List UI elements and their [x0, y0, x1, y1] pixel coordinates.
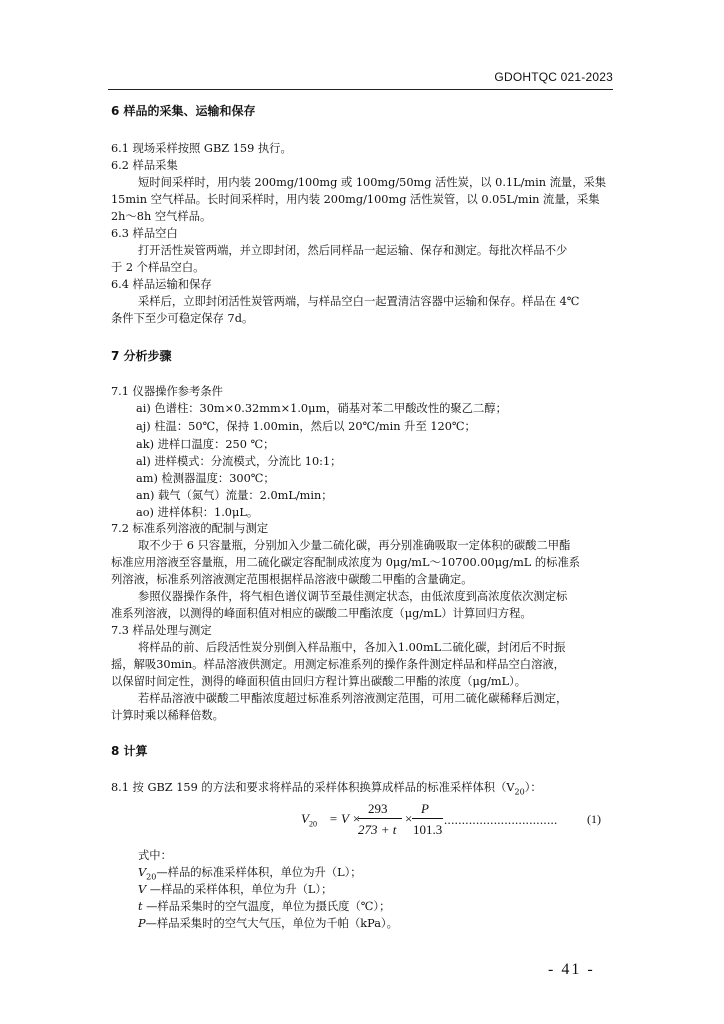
clause-8-1-text: 8.1 按 GBZ 159 的方法和要求将样品的采样体积换算成样品的标准采样体积（V [111, 781, 515, 794]
definition-text: —样品采集时的空气温度，单位为摄氏度（℃）； [142, 900, 391, 913]
document-code: GDOHTQC 021-2023 [494, 70, 613, 84]
definition-text: —样品的采样体积，单位为升（L）； [146, 883, 333, 896]
clause-7-2-title: 7.2 标准系列溶液的配制与测定 [111, 522, 269, 535]
clause-6-4-title: 6.4 样品运输和保存 [111, 278, 212, 291]
list-item: ai) 色谱柱：30m×0.32mm×1.0μm，硝基对苯二甲酸改性的聚乙二醇； [136, 402, 507, 415]
definition-item [138, 898, 390, 914]
paragraph-line: 采样后，立即封闭活性炭管两端，与样品空白一起置清洁容器中运输和保存。样品在 4℃ [138, 295, 580, 308]
paragraph-line: 以保留时间定性，测得的峰面积值由回归方程计算出碳酸二甲酯的浓度（μg/mL）。 [111, 675, 527, 688]
clause-7-1-title: 7.1 仪器操作参考条件 [111, 385, 223, 398]
definition-symbol: P [138, 917, 146, 930]
paragraph-line: 参照仪器操作条件，将气相色谱仪调节至最佳测定状态，由低浓度到高浓度依次测定标 [138, 590, 568, 603]
definition-item [138, 864, 362, 881]
where-label: 式中： [138, 849, 172, 862]
formula-leader-dots: ................................ [444, 812, 558, 827]
list-item: ak) 进样口温度：250 ℃； [136, 438, 275, 451]
definition-text: —样品的标准采样体积，单位为升（L）； [156, 866, 362, 879]
clause-8-1-subscript: 20 [514, 787, 525, 797]
page-number: - 41 - [548, 961, 595, 978]
paragraph-line: 准系列溶液，以测得的峰面积值对相应的碳酸二甲酯浓度（μg/mL）计算回归方程。 [111, 607, 532, 620]
paragraph-line: 列溶液，标准系列溶液测定范围根据样品溶液中碳酸二甲酯的含量确定。 [111, 573, 473, 586]
definition-symbol: V [138, 866, 147, 879]
fraction-bar-2 [412, 818, 443, 819]
formula-numerator-2: P [421, 801, 429, 816]
paragraph-line: 打开活性炭管两端，并立即封闭，然后同样品一起运输、保存和测定。每批次样品不少 [138, 244, 568, 257]
paragraph-line: 计算时乘以稀释倍数。 [111, 709, 224, 722]
formula-denominator-2: 101.3 [413, 822, 443, 837]
formula-number: (1) [587, 812, 601, 826]
formula-lhs-subscript: 20 [308, 819, 317, 829]
paragraph-line: 15min 空气样品。长时间采样时，用内装 200mg/100mg 活性炭管，以 0.05L/min 流量，采集 [111, 193, 600, 206]
formula-denominator-1: 273 + t [358, 822, 397, 837]
paragraph-line: 于 2 个样品空白。 [111, 261, 205, 274]
formula-equals: = V × [329, 811, 361, 826]
list-item: al) 进样模式：分流模式，分流比 10:1； [136, 455, 342, 468]
paragraph-line: 标准应用溶液至容量瓶，用二硫化碳定容配制成浓度为 0μg/mL～10700.00μg/mL 的标准系 [111, 556, 581, 569]
definition-symbol: t [138, 900, 143, 913]
list-item: aj) 柱温：50℃，保持 1.00min，然后以 20℃/min 升至 120℃； [136, 420, 476, 433]
section-8-title: 8 计算 [111, 744, 148, 758]
definition-text: —样品采集时的空气大气压，单位为千帕（kPa）。 [145, 917, 398, 930]
definition-item [138, 881, 332, 897]
paragraph-line: 条件下至少可稳定保存 7d。 [111, 312, 254, 325]
definition-item [138, 915, 398, 931]
header-rule [108, 89, 613, 90]
clause-6-3-title: 6.3 样品空白 [111, 227, 178, 240]
paragraph-line: 2h～8h 空气样品。 [111, 210, 212, 223]
list-item: ao) 进样体积：1.0μL。 [136, 506, 259, 519]
list-item: an) 载气（氮气）流量：2.0mL/min； [136, 489, 333, 502]
clause-7-3-title: 7.3 样品处理与测定 [111, 624, 212, 637]
paragraph-line: 摇，解吸30min。样品溶液供测定。用测定标准系列的操作条件测定样品和样品空白溶液， [111, 658, 565, 671]
section-6-title: 6 样品的采集、运输和保存 [111, 104, 256, 118]
definition-symbol: V [138, 883, 147, 896]
clause-8-1-end: ）： [524, 781, 542, 794]
fraction-bar-1 [358, 818, 402, 819]
clause-6-1: 6.1 现场采样按照 GBZ 159 执行。 [111, 142, 292, 155]
clause-8-1 [111, 779, 542, 796]
formula-numerator-1: 293 [368, 801, 388, 816]
definition-subscript: 20 [146, 872, 157, 882]
formula-lhs: $V_{20}$ [301, 811, 317, 829]
list-item: am) 检测器温度：300℃； [136, 472, 275, 485]
paragraph-line: 短时间采样时，用内装 200mg/100mg 或 100mg/50mg 活性炭，以 0.1L/min 流量，采集 [138, 176, 607, 189]
formula-times: × [405, 811, 413, 826]
paragraph-line: 若样品溶液中碳酸二甲酯浓度超过标准系列溶液测定范围，可用二硫化碳稀释后测定， [138, 692, 568, 705]
clause-6-2-title: 6.2 样品采集 [111, 159, 178, 172]
paragraph-line: 将样品的前、后段活性炭分别倒入样品瓶中，各加入1.00mL二硫化碳，封闭后不时振 [138, 641, 566, 654]
section-7-title: 7 分析步骤 [111, 349, 172, 363]
paragraph-line: 取不少于 6 只容量瓶，分别加入少量二硫化碳，再分别准确吸取一定体积的碳酸二甲酯 [138, 539, 571, 552]
